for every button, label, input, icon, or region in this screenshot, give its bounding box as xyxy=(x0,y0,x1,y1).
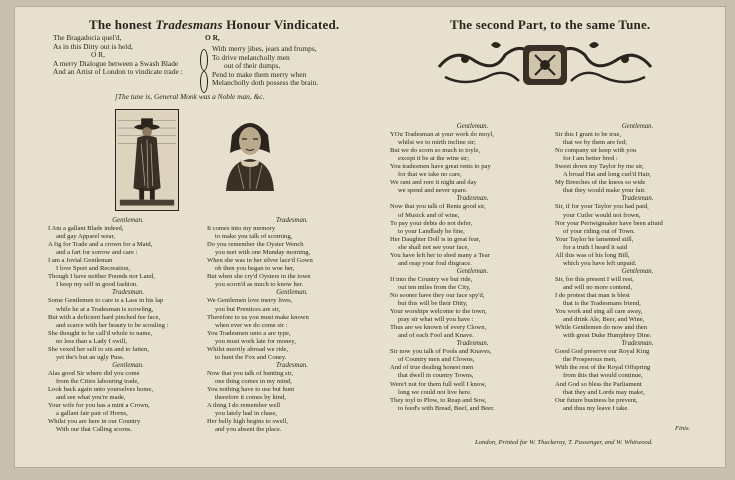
verse-line: Your worships welcome to the town, xyxy=(390,308,487,316)
verse-line: and gay Apparel wear, xyxy=(56,233,116,241)
verse-line: A broad Hat and long curl'd Hair, xyxy=(563,171,651,179)
verse-line: Sir now you talk of Fools and Knaves, xyxy=(390,348,492,356)
verse-line: Sweet down my Taylor by me sir, xyxy=(555,163,644,171)
verse-line: that dwell in country Towns, xyxy=(398,372,474,380)
verse-line: While Gentlemen do now and then xyxy=(555,324,648,332)
verse-line: All this was of his long Bill, xyxy=(555,251,630,259)
verse-line: You tradesmen have great rents to pay xyxy=(390,163,491,171)
verse-line: A thing I do remember well xyxy=(207,402,281,410)
verse-line: from the Cities labouring trade, xyxy=(56,377,139,385)
verse-line: we spend and never spare. xyxy=(398,187,468,195)
verse-line: the Prosperous men, xyxy=(563,356,617,364)
verse-line: you met with one Munday morning, xyxy=(215,249,311,257)
verse-line: Therefore to us you must make known xyxy=(207,313,309,321)
verse-line: With our that Calling scorns. xyxy=(56,426,133,434)
second-part-title: The second Part, to the same Tune. xyxy=(450,17,651,32)
verse-line: and thus my leave I take. xyxy=(563,404,629,412)
verse-line: to make you talk of scorning, xyxy=(215,233,293,241)
verse-line: You Tradesmen unto a are type, xyxy=(207,329,291,337)
verse-line: I do protest that man is blest xyxy=(555,291,630,299)
speaker-heading: Tradesman. xyxy=(276,217,308,224)
verse-line: She thought to be call'd whole to name, xyxy=(48,329,153,337)
verse-line: Some Gentlemen to care is a Lass in his lap xyxy=(48,297,164,305)
verse-line: Do you remember the Oyster Wench xyxy=(207,241,304,249)
verse-line: that they and Lords may make, xyxy=(563,388,645,396)
verse-line: for that we take no care, xyxy=(398,171,462,179)
verse-line: And God so bless the Parliament xyxy=(555,380,642,388)
verse-line: It comes into my memory xyxy=(207,225,276,233)
verse-line: You nothing have to use but hunt xyxy=(207,385,295,393)
verse-line: except it be at the wine sir; xyxy=(398,155,470,163)
verse-line: No sooner have they our face spy'd, xyxy=(390,291,485,299)
ballad-title: The honest Tradesmans Honour Vindicated. xyxy=(89,17,340,32)
verse-line: With the rest of the Royal Offspring xyxy=(555,364,651,372)
verse-line: You have left her to shed many a Tear xyxy=(390,251,490,259)
verse-line: But we do scorn so much to toyle, xyxy=(390,147,481,155)
verse-column-1 xyxy=(48,217,208,434)
verse-line: that they would make your fair. xyxy=(563,187,646,195)
verse-line: Good God preserve our Royal King xyxy=(555,348,650,356)
verse-line: I am a Jovial Gentleman xyxy=(48,257,113,265)
verse-line: But with a deficient hard pinched fee face, xyxy=(48,313,161,321)
speaker-heading: Tradesman. xyxy=(621,195,654,203)
verse-line: I love Sport and Recreation, xyxy=(56,265,131,273)
verse-line: you but Prentices are sir, xyxy=(215,305,281,313)
verse-line: for a truth I heard it said xyxy=(563,243,628,251)
man-in-cloak-woodcut xyxy=(115,109,179,211)
verse-line: YOu Tradesman at your work do moyl, xyxy=(390,131,494,139)
intro-right: With merry jibes, jears and frumps, To drive melancholly men out of their dumps, Pend to make them merry when Melancholly doth possess the brain. xyxy=(212,44,319,88)
finis-mark: Finis. xyxy=(675,425,691,432)
verse-line: you must work late for money, xyxy=(215,337,296,345)
portrait-bust-woodcut xyxy=(218,113,282,191)
speaker-heading: Tradesman. xyxy=(112,289,144,297)
verse-column-3 xyxy=(390,123,555,413)
verse-line: We rant and rore it night and day xyxy=(390,179,477,187)
verse-line: pray sir what will you have : xyxy=(398,316,474,324)
verse-line: Now that you talk of Rents good sir, xyxy=(390,203,486,211)
verse-line: yet the's but an ugly Puss. xyxy=(56,353,125,361)
verse-line: Her Daughter Doll is in great fear, xyxy=(390,235,481,243)
speaker-heading: Gentleman. xyxy=(456,123,489,130)
verse-line: and scarce with her beauty to be scouling : xyxy=(56,321,169,329)
verse-line: Whilst merrily abroad we ride, xyxy=(207,345,289,353)
verse-line: of your riding out of Town. xyxy=(563,227,635,235)
speaker-heading: Tradesman. xyxy=(276,361,308,369)
intro-left: The Bragadocia quel'd, As in this Ditty out is held, O R, A merry Dialogue between a Swash Blade And an Artist of London to vindicate trade : xyxy=(53,33,183,77)
verse-line: Your wife for you has a mint a Crown, xyxy=(48,402,150,410)
verse-line: My Breeches of the knees so wide xyxy=(555,179,646,187)
verse-line: and see what you're made, xyxy=(56,394,126,402)
verse-line: Your Taylor he lamented still, xyxy=(555,235,634,243)
verse-line: from this that would continue, xyxy=(563,372,643,380)
verse-line: Her belly high begins to swell, xyxy=(207,418,288,426)
verse-line: whilst we to mirth incline sir; xyxy=(398,139,476,147)
speaker-heading: Tradesman. xyxy=(456,195,489,203)
verse-line: which you have left unpaid. xyxy=(563,259,637,267)
verse-line: to your Landlady be fine, xyxy=(398,227,465,235)
speaker-heading: Gentleman. xyxy=(276,289,308,297)
verse-line: Sir this I grant to be true, xyxy=(555,131,622,139)
verse-column-2 xyxy=(207,217,377,434)
verse-line: Nor your Periwigmaker have been afraid xyxy=(555,219,663,227)
verse-line: Whilst you are here in our Country xyxy=(48,418,141,426)
verse-line: and drink Ale, Beer, and Wine, xyxy=(563,316,645,324)
verse-line: no less than a Lady I swill, xyxy=(56,337,127,345)
verse-line: you lately had in chase, xyxy=(215,410,278,418)
brace-top xyxy=(200,49,208,71)
verse-line: of Country men and Clowns, xyxy=(398,356,475,364)
speaker-heading: Gentleman. xyxy=(112,361,144,369)
verse-line: and of each Fool and Knave. xyxy=(398,332,474,340)
verse-line: Alas good Sir where did you come xyxy=(48,369,140,377)
verse-line: A fig for Trade and a crown for a Maid, xyxy=(48,241,153,249)
speaker-heading: Gentleman. xyxy=(621,123,654,130)
verse-line: out ten miles from the City, xyxy=(398,283,471,291)
verse-line: and you absent the place. xyxy=(215,426,282,434)
verse-line: with great Duke Humphrey Dine. xyxy=(563,332,652,340)
verse-line: Sir, for this present I will rest, xyxy=(555,275,634,283)
verse-column-4 xyxy=(555,123,720,413)
verse-line: If into the Country we but ride, xyxy=(390,275,473,283)
verse-line: Our future business be prevent, xyxy=(555,396,638,404)
verse-line: that is the Tradesmans friend, xyxy=(563,300,641,308)
tune-line: [The tune is, General Monk was a Noble man, &c. xyxy=(115,92,265,101)
verse-line: You work and sing all care away, xyxy=(555,308,643,316)
verse-line: Thus are we known of every Clown, xyxy=(390,324,487,332)
speaker-heading: Tradesman. xyxy=(621,340,654,348)
or-mark: O R, xyxy=(205,33,220,42)
verse-line: and a fart for sorrow and care : xyxy=(56,249,138,257)
verse-line: you scorn'd as much to know her. xyxy=(215,281,304,289)
verse-line: She vexed her self to sin and to fatten, xyxy=(48,345,149,353)
verse-line: your Cutler would not frown, xyxy=(563,211,641,219)
speaker-heading: Gentleman. xyxy=(621,267,654,275)
verse-line: when ever we do come sir : xyxy=(215,321,288,329)
speaker-heading: Gentleman. xyxy=(112,217,144,224)
speaker-heading: Gentleman. xyxy=(456,267,489,275)
verse-line: while he at a Tradesman is scowling, xyxy=(56,305,154,313)
verse-line: Now that you talk of hunting sir, xyxy=(207,369,293,377)
verse-line: They toyl to Plow, to Reap and Sow, xyxy=(390,396,487,404)
verse-line: a gallant fair pair of Horns, xyxy=(56,410,128,418)
verse-line: long we could not live here. xyxy=(398,388,472,396)
verse-line: to hunt the Fox and Coney. xyxy=(215,353,287,361)
broadside-sheet xyxy=(14,6,726,468)
verse-line: and reap your foul disgrace. xyxy=(398,259,472,267)
verse-line: When she was in her silver lace'd Gown xyxy=(207,257,313,265)
verse-line: Though I have neither Pounds nor Land, xyxy=(48,273,155,281)
verse-line: Were't not for them full well I know, xyxy=(390,380,487,388)
verse-line: oh then you began to woe her, xyxy=(215,265,295,273)
verse-line: Look back again unto yourselves home, xyxy=(48,385,154,393)
verse-line: that we by them are fed; xyxy=(563,139,627,147)
verse-line: I keep my self in good fashion. xyxy=(56,281,138,289)
verse-line: I Am a gallant Blade indeed, xyxy=(48,225,124,233)
verse-line: But when she cry'd Oysters in the town xyxy=(207,273,311,281)
crest-ornament xyxy=(435,37,655,93)
verse-line: Sir, if for your Taylor you had paid, xyxy=(555,203,649,211)
verse-line: but this will be their Ditty, xyxy=(398,300,468,308)
verse-line: And of true dealing honest men xyxy=(390,364,474,372)
verse-line: No company sir keep with you xyxy=(555,147,637,155)
verse-line: To pay your debts do not defer, xyxy=(390,219,473,227)
verse-line: one thing comes in my mind, xyxy=(215,377,292,385)
speaker-heading: Tradesman. xyxy=(456,340,489,348)
brace-bottom xyxy=(200,71,208,93)
verse-line: for I am better bred : xyxy=(563,155,618,163)
imprint-line: London, Printed for W. Thackeray, T. Passenger, and W. Whitwood. xyxy=(475,439,653,446)
verse-line: to feed's with Bread, Beef, and Beer. xyxy=(398,404,495,412)
verse-line: and will no more contend, xyxy=(563,283,633,291)
verse-line: she shall not see your face, xyxy=(398,243,470,251)
verse-line: of Musick and of wine, xyxy=(398,211,460,219)
verse-line: therefore it comes by kind, xyxy=(215,394,286,402)
verse-line: We Gentlemen love merry lives, xyxy=(207,297,293,305)
